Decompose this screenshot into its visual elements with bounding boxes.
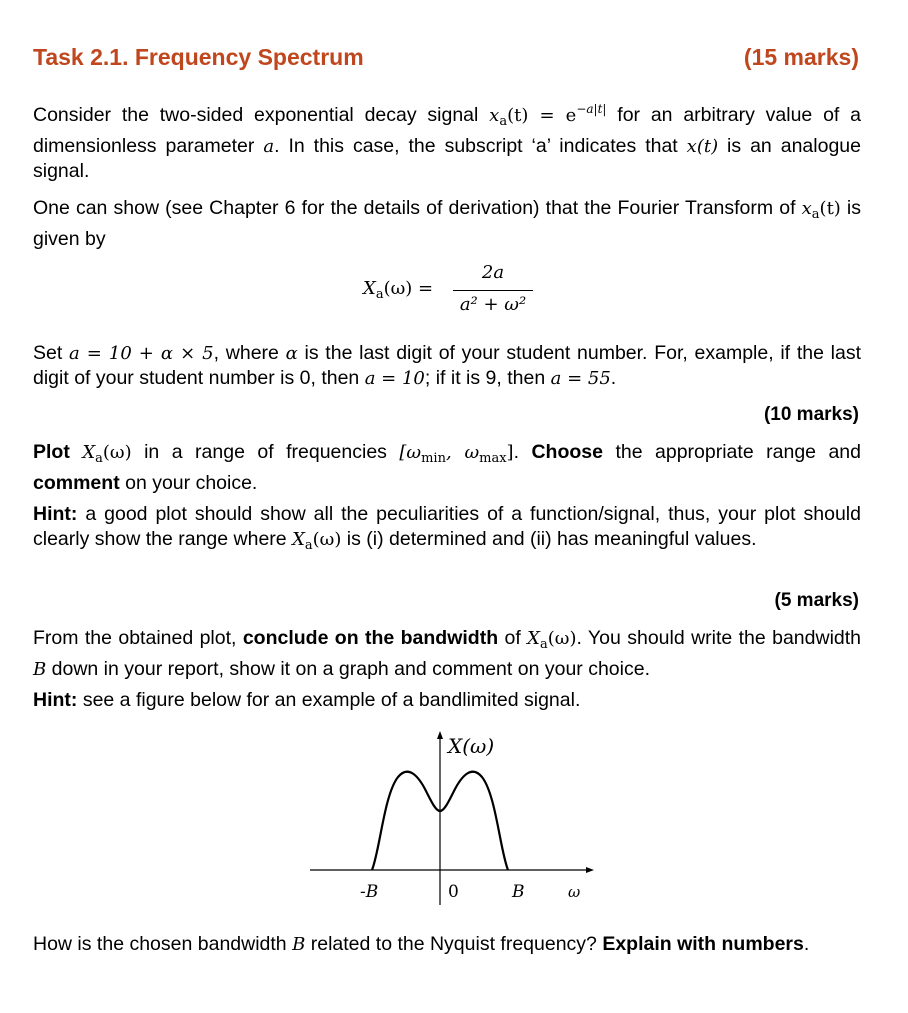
math-exp: = e [528, 105, 577, 126]
formula-sub: a [375, 287, 384, 302]
set-a-text: , where [213, 342, 286, 364]
bandlimited-figure [300, 725, 610, 915]
nyquist-question [33, 932, 861, 957]
set-a-paragraph [33, 341, 861, 391]
part2-marks: (5 marks) [774, 590, 859, 611]
formula-arg: (ω) = [383, 278, 434, 299]
intro-text: is given by [33, 197, 862, 250]
intro-paragraph-1 [33, 97, 861, 184]
formula-denominator: a² + ω² [459, 294, 527, 315]
formula-lhs: X [363, 278, 376, 299]
y-axis-label: X(ω) [448, 734, 495, 758]
math-a: a [263, 136, 275, 157]
y-axis-arrow [437, 731, 443, 739]
question-text: . [803, 933, 810, 955]
hint-paragraph-2 [33, 688, 861, 713]
formula-numerator: 2a [481, 262, 505, 283]
task-heading [33, 44, 861, 74]
intro-text: for an arbitrary value of a dimensionless parameter [33, 104, 861, 157]
math-sub-a: a [499, 114, 508, 129]
plot-bold: Plot [33, 441, 70, 463]
bandwidth-text: of [498, 627, 528, 649]
bandwidth-text: down in your report, show it on a graph and comment on your choice. [46, 658, 650, 680]
math-omega-arg: (ω) [102, 442, 132, 463]
x-axis-arrow [586, 867, 594, 873]
set-a-example-2: a = 55 [550, 368, 611, 389]
fourier-formula [363, 262, 623, 322]
bandwidth-text: . You should write the bandwidth [576, 627, 862, 649]
comment-bold: comment [33, 472, 120, 494]
set-a-text: Set [33, 342, 69, 364]
plot-text: in a range of frequencies [131, 441, 400, 463]
zero-label: 0 [448, 882, 459, 902]
set-a-example-1: a = 10 [364, 368, 425, 389]
range-max: max [479, 451, 507, 466]
math-x: x [801, 198, 812, 219]
hint-bold: Hint: [33, 689, 78, 711]
math-t-arg: (t) [819, 198, 841, 219]
question-text: related to the Nyquist frequency? [305, 933, 603, 955]
range-min: min [421, 451, 446, 466]
math-x: x [489, 105, 500, 126]
task-marks: (15 marks) [743, 44, 859, 70]
range-open: [ω [399, 442, 422, 463]
bandwidth-text: From the obtained plot, [33, 627, 243, 649]
bandwidth-paragraph [33, 626, 861, 682]
range-close: ] [506, 442, 514, 463]
formula-fraction [453, 262, 533, 315]
range-mid: , ω [445, 442, 480, 463]
math-omega-arg: (ω) [547, 628, 577, 649]
hint-text: a good plot should show all the peculiarities of a function/signal, thus, your plot should clearly show the range where [33, 503, 861, 550]
math-sub-a: a [811, 207, 820, 222]
intro-text: Consider the two-sided exponential decay signal [33, 104, 490, 126]
task-title: Task 2.1. Frequency Spectrum [33, 44, 364, 70]
intro-text: One can show (see Chapter 6 for the details of derivation) that the Fourier Transform of [33, 197, 802, 219]
math-X: X [527, 628, 540, 649]
choose-bold: Choose [531, 441, 603, 463]
intro-text: . In this case, the subscript ‘a’ indicates that [274, 135, 687, 157]
math-B: B [292, 934, 306, 955]
math-omega-arg: (ω) [312, 529, 342, 550]
set-a-text: . [610, 367, 617, 389]
intro-paragraph-2 [33, 196, 861, 252]
part1-marks: (10 marks) [763, 404, 859, 425]
math-sub-a: a [304, 538, 313, 553]
set-a-text: ; if it is 9, then [424, 367, 551, 389]
math-X: X [82, 442, 96, 463]
math-B: B [33, 659, 47, 680]
math-t-arg: (t) [507, 105, 529, 126]
set-a-alpha: α [285, 343, 298, 364]
math-X: X [292, 529, 305, 550]
math-exp-sup: −a|t| [576, 102, 607, 116]
plot-paragraph: Plot $X_a(\omega)$ in a range of frequencies [$\omega_{min}$, $\omega_{max}$]. Choose the appropriate range and comment on your choice. [33, 441, 862, 494]
hint-text: see a figure below for an example of a bandlimited signal. [77, 689, 581, 711]
hint-bold: Hint: [33, 503, 78, 525]
conclude-bold: conclude on the bandwidth [242, 627, 499, 649]
question-bold: Explain with numbers [602, 933, 804, 955]
omega-label: ω [568, 883, 581, 901]
math-x-of-t: x(t) [686, 136, 719, 157]
hint-paragraph-1 [33, 502, 861, 558]
fraction-bar [453, 290, 533, 291]
neg-b-label: -B [360, 882, 379, 902]
math-sub-a: a [539, 637, 548, 652]
set-a-text: is the last digit of your student number. For, example, if the last digit of your student number is 0, then [33, 342, 861, 389]
math-sub-a: a [95, 451, 103, 466]
question-text: How is the chosen bandwidth [33, 933, 293, 955]
choose-text: the appropriate range and [602, 441, 862, 463]
set-a-expr: a = 10 + α × 5 [69, 343, 214, 364]
pos-b-label: B [512, 882, 525, 902]
intro-text: is an analogue signal. [33, 135, 861, 182]
comment-text: on your choice. [119, 472, 258, 494]
hint-text: is (i) determined and (ii) has meaningful values. [341, 528, 757, 550]
